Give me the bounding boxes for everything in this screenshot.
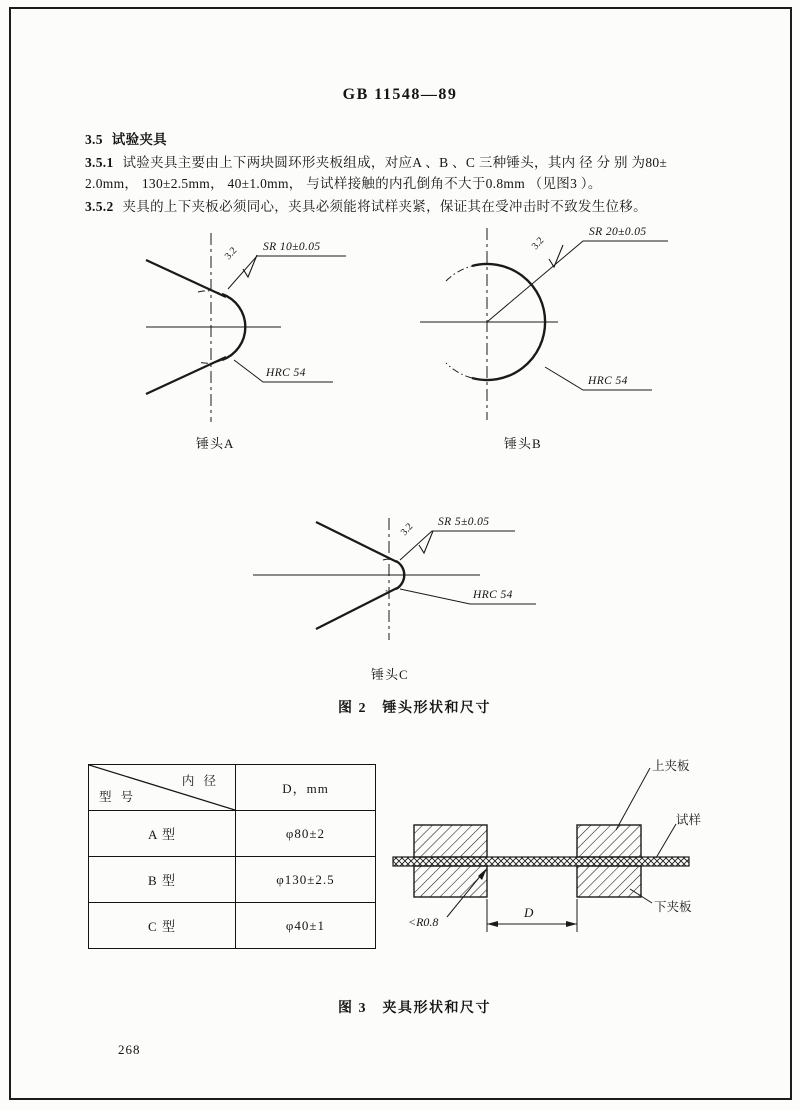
section-3-5-number: 3.5 — [85, 132, 103, 147]
figure2-caption: 图 2 锤头形状和尺寸 — [338, 701, 491, 716]
figure3-caption: 图 3 夹具形状和尺寸 — [338, 1001, 491, 1016]
corner-label-model: 型 号 — [99, 790, 137, 804]
section-3-5-title: 试验夹具 — [111, 132, 167, 147]
diameter-cell-b: φ130±2.5 — [236, 857, 376, 903]
clause-number-3-5-1: 3.5.1 — [85, 155, 114, 170]
model-cell-c: C 型 — [89, 903, 236, 949]
clamp-size-table — [88, 764, 376, 949]
clause-number-3-5-2: 3.5.2 — [85, 199, 114, 214]
section-3-5-heading — [85, 129, 176, 150]
clause-text: 2.0mm， 130±2.5mm， 40±1.0mm， 与试样接触的内孔倒角不大于0.8mm （见图3 ）。 — [85, 176, 602, 191]
page-number: 268 — [118, 1042, 141, 1057]
table-row — [89, 857, 376, 903]
hammer-b-sr-label: SR 20±0.05 — [589, 226, 647, 238]
specimen-label: 试样 — [676, 813, 702, 827]
upper-plate-label: 上夹板 — [652, 759, 690, 773]
radius-value-label: <R0.8 — [408, 915, 439, 929]
hammer-a-hrc-label: HRC 54 — [266, 367, 306, 379]
hammer-b-hrc-label: HRC 54 — [588, 375, 628, 387]
model-cell-a: A 型 — [89, 811, 236, 857]
table-row — [89, 811, 376, 857]
model-cell-b: B 型 — [89, 857, 236, 903]
hammer-a-sr-label: SR 10±0.05 — [263, 241, 321, 253]
hammer-c-sr-label: SR 5±0.05 — [438, 516, 490, 528]
lower-plate-label: 下夹板 — [654, 900, 692, 914]
table-corner-cell — [89, 765, 236, 811]
hammer-b-name: 锤头B — [504, 436, 542, 451]
paragraph-3-5-1-line1 — [85, 152, 667, 173]
paragraph-3-5-1-line2 — [85, 173, 602, 194]
clause-text: 夹具的上下夹板必须同心，夹具必须能将试样夹紧，保证其在受冲击时不致发生位移。 — [122, 199, 647, 214]
standard-number: GB 11548—89 — [342, 86, 458, 103]
table-header-diameter: D，mm — [236, 765, 376, 811]
hammer-c-name: 锤头C — [371, 667, 409, 682]
clause-text: 试验夹具主要由上下两块圆环形夹板组成，对应A 、B 、C 三种锤头，其内 径 分 别 为80± — [122, 155, 668, 170]
hammer-c-roughness-value: 3.2 — [398, 521, 416, 538]
diameter-cell-a: φ80±2 — [236, 811, 376, 857]
hammer-a-roughness-value: 3.2 — [222, 245, 240, 262]
diameter-cell-c: φ40±1 — [236, 903, 376, 949]
corner-label-inner-diameter: 内 径 — [181, 774, 219, 788]
paragraph-3-5-2 — [85, 196, 647, 217]
hammer-c-hrc-label: HRC 54 — [473, 589, 513, 601]
hammer-a-name: 锤头A — [196, 436, 235, 451]
table-row — [89, 903, 376, 949]
dimension-d-label: D — [524, 905, 534, 920]
table-header-row — [89, 765, 376, 811]
hammer-b-roughness-value: 3.2 — [529, 235, 547, 252]
